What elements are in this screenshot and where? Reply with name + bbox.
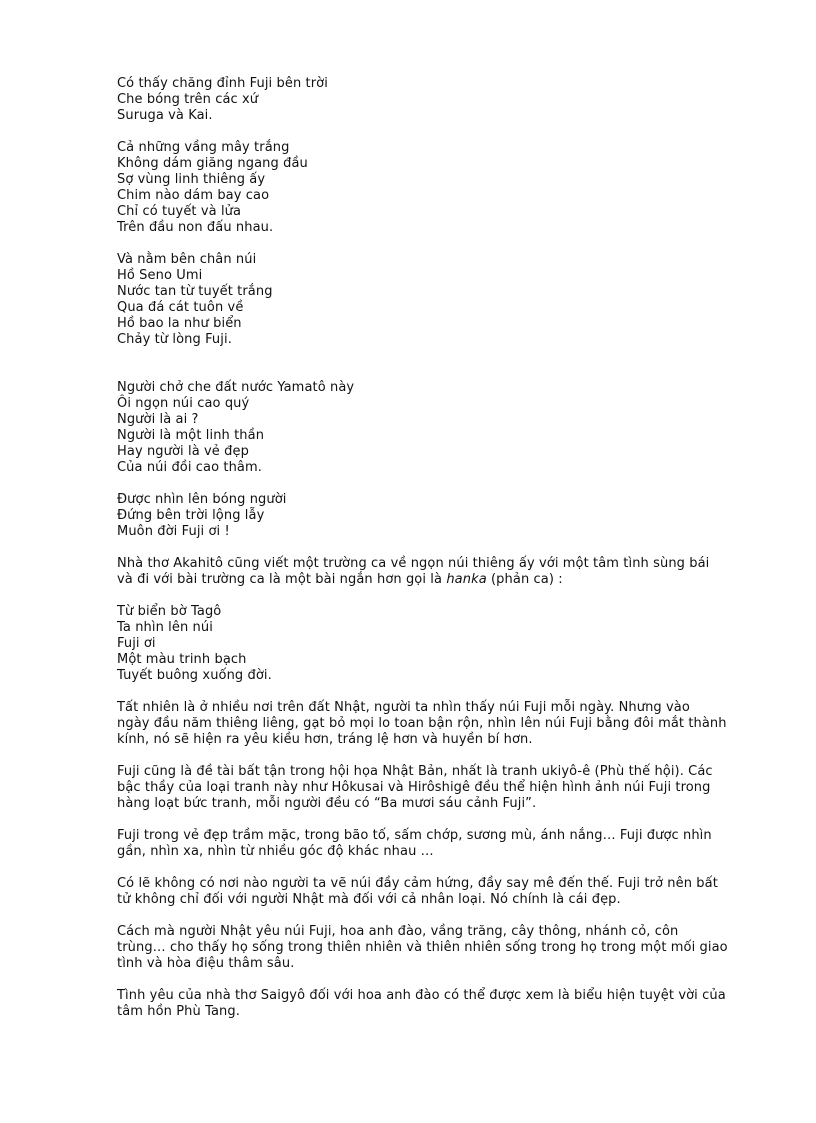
paragraph-line: tình và hòa điệu thâm sâu.: [117, 956, 295, 971]
poem-line: Có thấy chăng đỉnh Fuji bên trời: [117, 76, 328, 91]
poem-line: Chim nào dám bay cao: [117, 188, 270, 203]
document-page: [117, 76, 797, 1036]
poem-line: Của núi đồi cao thâm.: [117, 460, 262, 475]
paragraph-line: Fuji trong vẻ đẹp trầm mặc, trong bão tố, sấm chớp, sương mù, ánh nắng… Fuji được nhìn: [117, 828, 712, 843]
poem-line: Sợ vùng linh thiêng ấy: [117, 172, 266, 187]
poem-line: Một màu trinh bạch: [117, 652, 247, 667]
paragraph-line: Nhà thơ Akahitô cũng viết một trường ca về ngọn núi thiêng ấy với một tâm tình sùng bái: [117, 556, 710, 571]
paragraph-line: gần, nhìn xa, nhìn từ nhiều góc độ khác nhau …: [117, 844, 434, 859]
prose-paragraph: [117, 876, 797, 908]
paragraph-line: bậc thầy của loại tranh này như Hôkusai và Hirôshigê đều thể hiện hình ảnh núi Fuji trong: [117, 780, 711, 795]
paragraph-text: và đi với bài trường ca là một bài ngắn hơn gọi là: [117, 572, 447, 587]
paragraph-line: tâm hồn Phù Tang.: [117, 1004, 240, 1019]
poem-line: Trên đầu non đấu nhau.: [117, 220, 274, 235]
poem-line: Không dám giăng ngang đầu: [117, 156, 308, 171]
poem-line: Ôi ngọn núi cao quý: [117, 396, 250, 411]
poem-line: Người chở che đất nước Yamatô này: [117, 380, 355, 395]
poem-line: Nước tan từ tuyết trắng: [117, 284, 273, 299]
poem-line: Chỉ có tuyết và lửa: [117, 204, 242, 219]
poem-line: Được nhìn lên bóng người: [117, 492, 287, 507]
poem-line: Người là một linh thần: [117, 428, 265, 443]
poem-line: Ta nhìn lên núi: [117, 620, 213, 635]
poem-line: Từ biển bờ Tagô: [117, 604, 222, 619]
poem-line: Người là ai ?: [117, 412, 199, 427]
paragraph-line: kính, nó sẽ hiện ra yêu kiều hơn, tráng lệ hơn và huyền bí hơn.: [117, 732, 533, 747]
prose-paragraph: [117, 988, 797, 1020]
paragraph-line: [117, 572, 797, 588]
poem-stanza: [117, 380, 797, 476]
poem-line: Tuyết buông xuống đời.: [117, 668, 272, 683]
paragraph-line: Tất nhiên là ở nhiều nơi trên đất Nhật, người ta nhìn thấy núi Fuji mỗi ngày. Nhưng vào: [117, 700, 690, 715]
poem-line: Và nằm bên chân núi: [117, 252, 257, 267]
paragraph-line: Có lẽ không có nơi nào người ta vẽ núi đầy cảm hứng, đầy say mê đến thế. Fuji trở nên bất: [117, 876, 718, 891]
poem-line: Che bóng trên các xứ: [117, 92, 259, 107]
poem-line: Qua đá cát tuôn về: [117, 300, 244, 315]
prose-paragraph: [117, 828, 797, 860]
poem-stanza: [117, 76, 797, 124]
poem-stanza: [117, 140, 797, 236]
paragraph-line: Tình yêu của nhà thơ Saigyô đối với hoa anh đào có thể được xem là biểu hiện tuyệt vời của: [117, 988, 726, 1003]
poem-line: Hay người là vẻ đẹp: [117, 444, 249, 459]
paragraph-line: ngày đầu năm thiêng liêng, gạt bỏ mọi lo toan bận rộn, nhìn lên núi Fuji bằng đôi mắt thành: [117, 716, 727, 731]
poem-stanza: [117, 492, 797, 540]
poem-line: Muôn đời Fuji ơi !: [117, 524, 230, 539]
poem-line: Đứng bên trời lộng lẫy: [117, 508, 265, 523]
paragraph-line: tử không chỉ đối với người Nhật mà đối với cả nhân loại. Nó chính là cái đẹp.: [117, 892, 621, 907]
paragraph-line: Cách mà người Nhật yêu núi Fuji, hoa anh đào, vầng trăng, cây thông, nhánh cỏ, côn: [117, 924, 679, 939]
hanka-emphasis: hanka: [446, 572, 487, 587]
intro-paragraph: [117, 556, 797, 588]
poem-line: Chảy từ lòng Fuji.: [117, 332, 232, 347]
poem-line: Hồ bao la như biển: [117, 316, 242, 331]
paragraph-line: trùng… cho thấy họ sống trong thiên nhiên và thiên nhiên sống trong họ trong một mối giao: [117, 940, 728, 955]
poem-line: Cả những vầng mây trắng: [117, 140, 290, 155]
paragraph-line: hàng loạt bức tranh, mỗi người đều có “Ba mươi sáu cảnh Fuji”.: [117, 796, 537, 811]
prose-paragraph: [117, 764, 797, 812]
poem-line: Hồ Seno Umi: [117, 268, 203, 283]
paragraph-line: Fuji cũng là đề tài bất tận trong hội họa Nhật Bản, nhất là tranh ukiyô-ê (Phù thế hội). Các: [117, 764, 713, 779]
prose-paragraph: [117, 700, 797, 748]
paragraph-text: (phản ca) :: [486, 572, 563, 587]
poem-line: Suruga và Kai.: [117, 108, 213, 123]
poem-stanza: [117, 252, 797, 348]
poem-line: Fuji ơi: [117, 636, 156, 651]
hanka-poem: [117, 604, 797, 684]
prose-paragraph: [117, 924, 797, 972]
